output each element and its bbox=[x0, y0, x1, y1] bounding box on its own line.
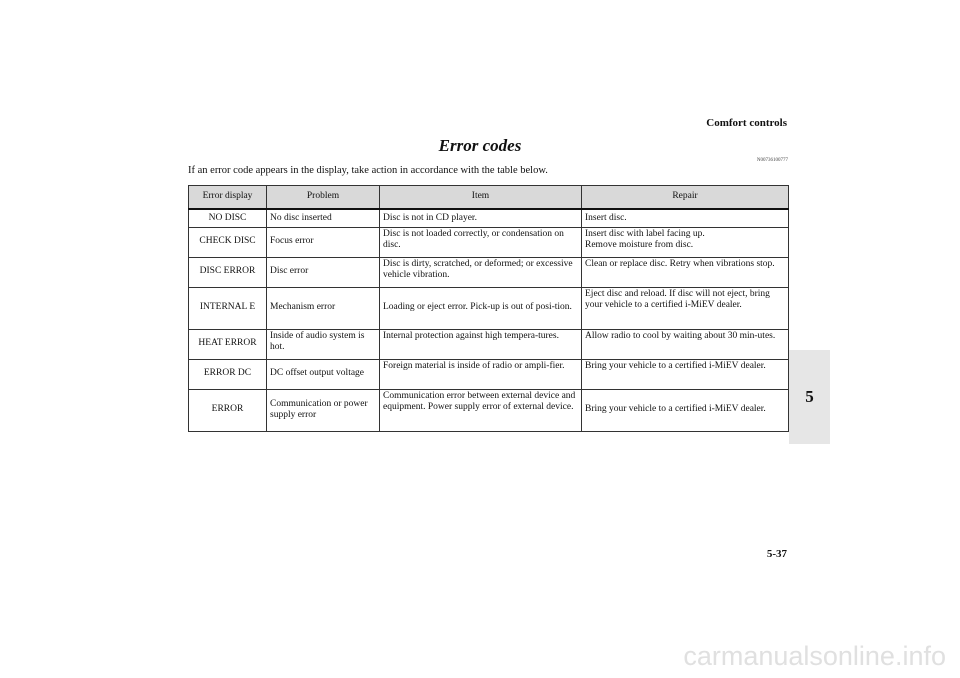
table-row bbox=[189, 359, 789, 389]
item-cell: Loading or eject error. Pick-up is out of posi-tion. bbox=[380, 287, 582, 329]
section-title: Error codes bbox=[438, 136, 522, 155]
table-row bbox=[189, 227, 789, 257]
item-cell: Disc is dirty, scratched, or deformed; or excessive vehicle vibration. bbox=[380, 257, 582, 287]
repair-cell: Insert disc with label facing up. Remove moisture from disc. bbox=[582, 227, 789, 257]
error-display-cell: HEAT ERROR bbox=[189, 329, 267, 359]
reference-code: N00736100777 bbox=[756, 158, 788, 163]
column-header-repair: Repair bbox=[582, 186, 789, 210]
table-row bbox=[189, 389, 789, 431]
item-cell: Communication error between external device and equipment. Power supply error of external device. bbox=[380, 389, 582, 431]
running-header: Comfort controls bbox=[706, 117, 787, 129]
item-cell: Internal protection against high tempera-tures. bbox=[380, 329, 582, 359]
error-display-cell: ERROR DC bbox=[189, 359, 267, 389]
error-display-cell: CHECK DISC bbox=[189, 227, 267, 257]
column-header-error-display: Error display bbox=[189, 186, 267, 210]
chapter-tab: 5 bbox=[789, 350, 830, 444]
repair-cell: Clean or replace disc. Retry when vibrations stop. bbox=[582, 257, 789, 287]
item-cell: Disc is not loaded correctly, or condensation on disc. bbox=[380, 227, 582, 257]
problem-cell: No disc inserted bbox=[267, 209, 380, 227]
error-display-cell: NO DISC bbox=[189, 209, 267, 227]
problem-cell: Communication or power supply error bbox=[267, 389, 380, 431]
column-header-problem: Problem bbox=[267, 186, 380, 210]
problem-cell: Inside of audio system is hot. bbox=[267, 329, 380, 359]
repair-cell: Bring your vehicle to a certified i-MiEV dealer. bbox=[582, 389, 789, 431]
error-display-cell: DISC ERROR bbox=[189, 257, 267, 287]
watermark: carmanualsonline.info bbox=[683, 641, 946, 671]
repair-cell: Eject disc and reload. If disc will not eject, bring your vehicle to a certified i-MiEV dealer. bbox=[582, 287, 789, 329]
table-row bbox=[189, 209, 789, 227]
error-display-cell: INTERNAL E bbox=[189, 287, 267, 329]
page-number: 5-37 bbox=[766, 548, 787, 560]
table-header-row bbox=[189, 186, 789, 210]
problem-cell: Disc error bbox=[267, 257, 380, 287]
intro-paragraph: If an error code appears in the display, take action in accordance with the table below. bbox=[188, 165, 548, 176]
problem-cell: Mechanism error bbox=[267, 287, 380, 329]
table-row bbox=[189, 329, 789, 359]
problem-cell: DC offset output voltage bbox=[267, 359, 380, 389]
column-header-item: Item bbox=[380, 186, 582, 210]
repair-cell: Insert disc. bbox=[582, 209, 789, 227]
error-code-table bbox=[188, 185, 789, 432]
item-cell: Foreign material is inside of radio or ampli-fier. bbox=[380, 359, 582, 389]
repair-cell: Bring your vehicle to a certified i-MiEV dealer. bbox=[582, 359, 789, 389]
table-row bbox=[189, 287, 789, 329]
table-row bbox=[189, 257, 789, 287]
error-display-cell: ERROR bbox=[189, 389, 267, 431]
problem-cell: Focus error bbox=[267, 227, 380, 257]
item-cell: Disc is not in CD player. bbox=[380, 209, 582, 227]
repair-cell: Allow radio to cool by waiting about 30 min-utes. bbox=[582, 329, 789, 359]
